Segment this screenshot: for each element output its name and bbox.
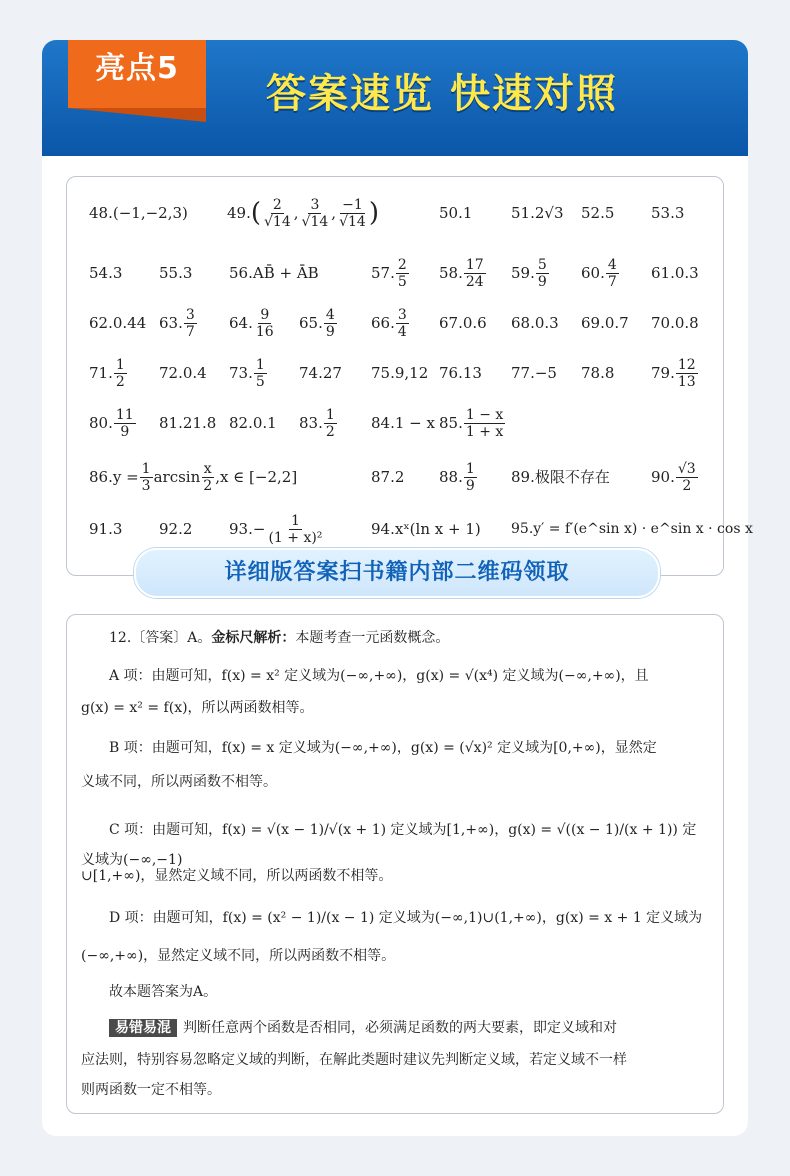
option-b-line2: 义域不同，所以两函数不相等。 <box>81 774 277 790</box>
header-bar <box>42 40 748 156</box>
answer-86: 86.y = $\frac{1}{3}$ arcsin $\frac{x}{2}$ ,x ∈ [−2,2] <box>89 460 298 494</box>
answer-75: 75.9,12 <box>371 364 429 382</box>
answer-82: 82.0.1 <box>229 414 277 432</box>
answer-70: 70.0.8 <box>651 314 699 332</box>
answer-49: 49. ( $\frac{2}{√14}$ , $\frac{3}{√14}$ , $\frac{-1}{√14}$ ) <box>227 196 379 230</box>
answer-67: 67.0.6 <box>439 314 487 332</box>
answer-56: 56.AB̄ + ĀB <box>229 264 319 282</box>
answer-94: 94.xˣ(ln x + 1) <box>371 520 481 538</box>
answer-row <box>67 193 723 233</box>
answer-60: 60. $\frac{4}{7}$ <box>581 256 617 290</box>
qr-code-banner: 详细版答案扫书籍内部二维码领取 <box>134 548 660 598</box>
answer-59: 59. $\frac{5}{9}$ <box>511 256 547 290</box>
answer-80: 80. $\frac{11}{9}$ <box>89 406 134 440</box>
answer-79: 79. $\frac{12}{13}$ <box>651 356 696 390</box>
answer-64: 64. $\frac{9}{16}$ <box>229 306 274 340</box>
answer-row <box>67 303 723 343</box>
answer-90: 90. $\frac{√3}{2}$ <box>651 460 696 494</box>
answer-65: 65. $\frac{4}{9}$ <box>299 306 335 340</box>
answer-81: 81.21.8 <box>159 414 217 432</box>
answer-69: 69.0.7 <box>581 314 629 332</box>
answer-row <box>67 457 723 497</box>
highlight-badge: 亮点5 <box>68 40 206 108</box>
answer-row <box>67 253 723 293</box>
answer-89: 89.极限不存在 <box>511 468 610 486</box>
option-d-line1: D 项：由题可知，f(x) = (x² − 1)/(x − 1) 定义域为(−∞,1)∪(1,+∞)，g(x) = x + 1 定义域为 <box>109 910 703 926</box>
answer-93: 93.− $\frac{1}{\text{(1 + x)²}}$ <box>229 512 323 546</box>
answer-57: 57. $\frac{2}{5}$ <box>371 256 407 290</box>
answer-74: 74.27 <box>299 364 342 382</box>
option-d-line2: (−∞,+∞)，显然定义域不同，所以两函数不相等。 <box>81 948 396 964</box>
answer-73: 73. $\frac{1}{5}$ <box>229 356 265 390</box>
answer-52: 52.5 <box>581 204 615 222</box>
answer-71: 71. $\frac{1}{2}$ <box>89 356 125 390</box>
answer-48: 48.(−1,−2,3) <box>89 204 188 222</box>
answer-87: 87.2 <box>371 468 405 486</box>
answer-66: 66. $\frac{3}{4}$ <box>371 306 407 340</box>
answer-83: 83. $\frac{1}{2}$ <box>299 406 335 440</box>
answer-55: 55.3 <box>159 264 193 282</box>
answer-85: 85. $\frac{1 - x}{1 + x}$ <box>439 406 504 440</box>
answer-95: 95.y′ = f′(e^sin x) · e^sin x · cos x <box>511 521 753 537</box>
answer-51: 51.2√3 <box>511 204 564 222</box>
answer-72: 72.0.4 <box>159 364 207 382</box>
answer-61: 61.0.3 <box>651 264 699 282</box>
answer-84: 84.1 − x <box>371 414 435 432</box>
solution-heading: 12.〔答案〕A。金标尺解析：本题考查一元函数概念。 <box>109 630 450 646</box>
answer-58: 58. $\frac{17}{24}$ <box>439 256 484 290</box>
option-b-line1: B 项：由题可知，f(x) = x 定义域为(−∞,+∞)，g(x) = (√x)² 定义域为[0,+∞)，显然定 <box>109 740 657 756</box>
answer-68: 68.0.3 <box>511 314 559 332</box>
option-a-line1: A 项：由题可知，f(x) = x² 定义域为(−∞,+∞)，g(x) = √(x⁴) 定义域为(−∞,+∞)，且 <box>109 668 649 684</box>
answer-row <box>67 509 753 549</box>
option-c-line2: ∪[1,+∞)，显然定义域不同，所以两函数不相等。 <box>81 868 393 884</box>
answer-row <box>67 353 723 393</box>
answer-row <box>67 403 723 443</box>
option-a-line2: g(x) = x² = f(x)，所以两函数相等。 <box>81 700 314 716</box>
tip-line2: 应法则，特别容易忽略定义域的判断，在解此类题时建议先判断定义域，若定义域不一样 <box>81 1052 627 1068</box>
answer-63: 63. $\frac{3}{7}$ <box>159 306 195 340</box>
tip-line1: 易错易混 判断任意两个函数是否相同，必须满足函数的两大要素，即定义域和对 <box>81 1013 709 1043</box>
answer-91: 91.3 <box>89 520 123 538</box>
answer-53: 53.3 <box>651 204 685 222</box>
answer-88: 88. $\frac{1}{9}$ <box>439 460 475 494</box>
answer-92: 92.2 <box>159 520 193 538</box>
answer-76: 76.13 <box>439 364 482 382</box>
tip-tag: 易错易混 <box>109 1019 177 1037</box>
answer-54: 54.3 <box>89 264 123 282</box>
answer-50: 50.1 <box>439 204 473 222</box>
solution-panel <box>66 614 724 1114</box>
answer-77: 77.−5 <box>511 364 557 382</box>
conclusion: 故本题答案为A。 <box>109 984 218 1000</box>
answer-62: 62.0.44 <box>89 314 147 332</box>
tip-line3: 则两函数一定不相等。 <box>81 1082 221 1098</box>
option-c-line1: C 项：由题可知，f(x) = √(x − 1)/√(x + 1) 定义域为[1,+∞)，g(x) = √((x − 1)/(x + 1)) 定义域为(−∞,−1) <box>81 822 697 868</box>
answers-panel <box>66 176 753 576</box>
page-title: 答案速览 快速对照 <box>266 71 618 117</box>
answer-78: 78.8 <box>581 364 615 382</box>
